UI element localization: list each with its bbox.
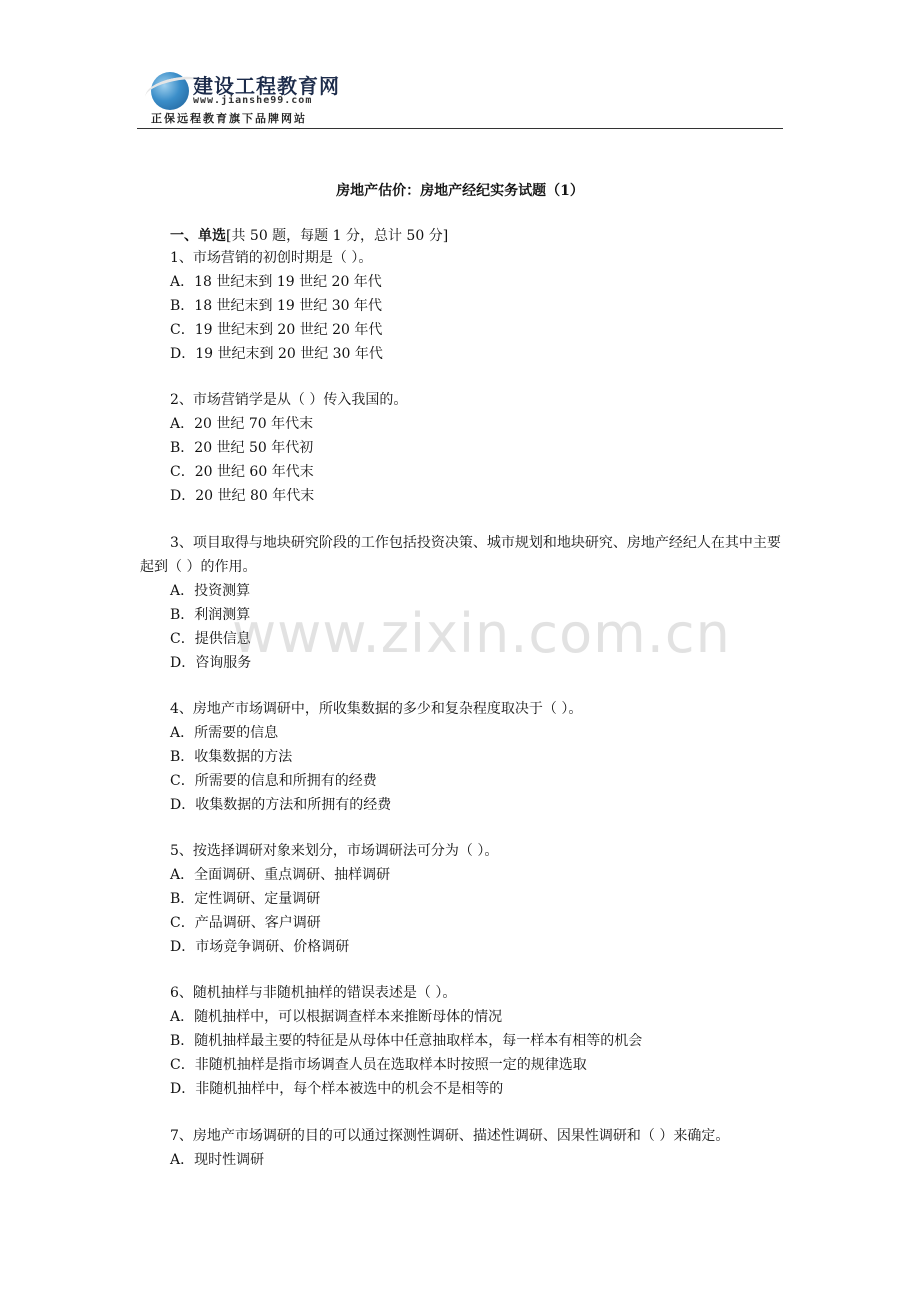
question-text: 1、市场营销的初创时期是（ ）。 xyxy=(170,250,373,266)
question-text: 4、房地产市场调研中，所收集数据的多少和复杂程度取决于（ ）。 xyxy=(170,701,583,717)
option-b: B．定性调研、定量调研 xyxy=(170,891,321,907)
option-d: D．20 世纪 80 年代末 xyxy=(170,488,315,504)
section-heading xyxy=(170,225,448,245)
option-c: C．非随机抽样是指市场调查人员在选取样本时按照一定的规律选取 xyxy=(170,1057,587,1073)
option-a: A．随机抽样中，可以根据调查样本来推断母体的情况 xyxy=(170,1009,503,1025)
option-b: B．20 世纪 50 年代初 xyxy=(170,440,314,456)
option-c: C．提供信息 xyxy=(170,631,251,647)
watermark: www.zixin.com.cn xyxy=(232,602,731,665)
question-text: 3、项目取得与地块研究阶段的工作包括投资决策、城市规划和地块研究、房地产经纪人在其中主要起到（ ）的作用。 xyxy=(140,535,781,575)
logo-url[interactable]: www.jianshe99.com xyxy=(193,95,313,106)
site-header xyxy=(137,66,783,130)
option-b: B．18 世纪末到 19 世纪 30 年代 xyxy=(170,298,382,314)
question-text: 2、市场营销学是从（ ）传入我国的。 xyxy=(170,392,408,408)
question-2 xyxy=(170,388,790,508)
logo-title: 建设工程教育网 xyxy=(193,74,340,98)
question-text: 6、随机抽样与非随机抽样的错误表述是（ ）。 xyxy=(170,985,457,1001)
option-a: A．投资测算 xyxy=(170,583,251,599)
question-4 xyxy=(170,697,790,817)
document-title: 房地产估价：房地产经纪实务试题（1） xyxy=(336,183,584,199)
question-text: 7、房地产市场调研的目的可以通过探测性调研、描述性调研、因果性调研和（ ）来确定。 xyxy=(170,1128,730,1144)
question-text: 5、按选择调研对象来划分，市场调研法可分为（ ）。 xyxy=(170,843,499,859)
option-d: D．市场竞争调研、价格调研 xyxy=(170,939,350,955)
option-c: C．19 世纪末到 20 世纪 20 年代 xyxy=(170,322,383,338)
option-d: D．咨询服务 xyxy=(170,655,252,671)
option-b: B．利润测算 xyxy=(170,607,251,623)
option-d: D．非随机抽样中，每个样本被选中的机会不是相等的 xyxy=(170,1081,504,1097)
question-7 xyxy=(170,1124,790,1172)
option-a: A．20 世纪 70 年代末 xyxy=(170,416,314,432)
option-c: C．产品调研、客户调研 xyxy=(170,915,321,931)
option-a: A．所需要的信息 xyxy=(170,725,279,741)
option-a: A．现时性调研 xyxy=(170,1152,265,1168)
section-info: [共 50 题，每题 1 分，总计 50 分] xyxy=(226,228,449,244)
option-d: D．收集数据的方法和所拥有的经费 xyxy=(170,797,392,813)
header-divider xyxy=(137,128,783,129)
question-5 xyxy=(170,839,790,959)
question-6 xyxy=(170,981,790,1101)
question-1 xyxy=(170,246,790,366)
option-c: C．所需要的信息和所拥有的经费 xyxy=(170,773,377,789)
option-b: B．随机抽样最主要的特征是从母体中任意抽取样本，每一样本有相等的机会 xyxy=(170,1033,643,1049)
section-label: 一、单选 xyxy=(170,228,226,244)
option-c: C．20 世纪 60 年代末 xyxy=(170,464,314,480)
option-b: B．收集数据的方法 xyxy=(170,749,293,765)
option-d: D．19 世纪末到 20 世纪 30 年代 xyxy=(170,346,383,362)
option-a: A．全面调研、重点调研、抽样调研 xyxy=(170,867,391,883)
option-a: A．18 世纪末到 19 世纪 20 年代 xyxy=(170,274,382,290)
logo-slogan: 正保远程教育旗下品牌网站 xyxy=(151,112,307,125)
